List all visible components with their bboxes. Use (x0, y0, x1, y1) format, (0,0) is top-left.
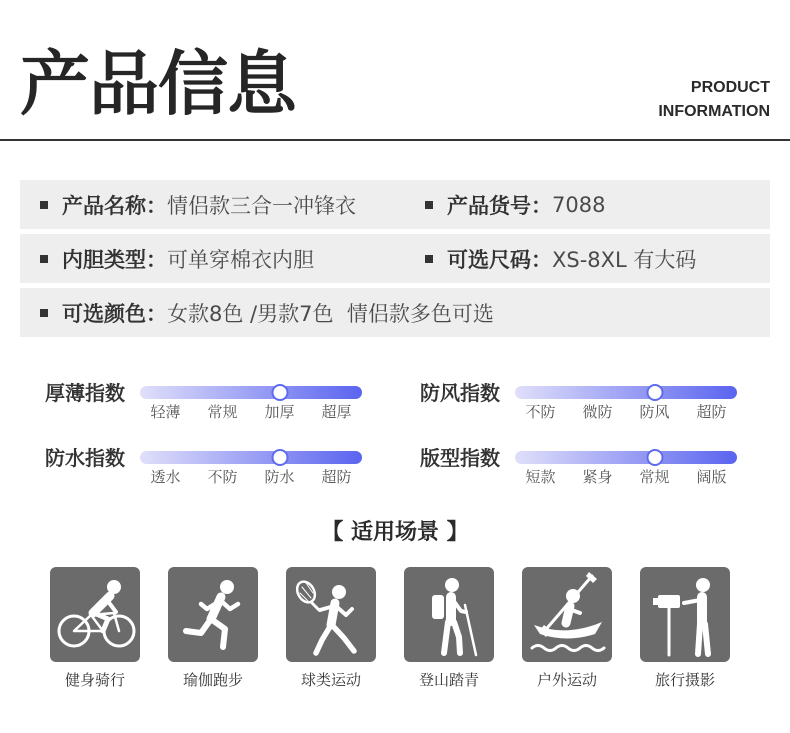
index-level: 常规 (639, 468, 670, 486)
index-marker (271, 384, 288, 401)
index-levels (137, 403, 365, 422)
index-levels (512, 468, 740, 487)
index-level: 短款 (525, 468, 556, 486)
scene-tile (522, 567, 612, 662)
product-info-table (20, 180, 770, 342)
info-row (20, 180, 770, 229)
index-title: 防风指数 (420, 381, 500, 405)
index-bar (515, 386, 737, 399)
thickness-index (45, 380, 375, 425)
index-scale (137, 445, 365, 490)
scene-item-cycling (50, 567, 140, 690)
scene-tile (168, 567, 258, 662)
header-divider (0, 139, 790, 141)
index-title: 厚薄指数 (45, 381, 125, 405)
info-value: 女款8色 /男款7色 情侣款多色可选 (167, 301, 494, 326)
bullet-square-icon (425, 201, 433, 209)
index-level: 不防 (525, 403, 556, 421)
cycling-icon (50, 567, 140, 662)
index-level: 轻薄 (150, 403, 181, 421)
info-label: 产品名称： (62, 193, 167, 218)
index-level: 加厚 (264, 403, 295, 421)
info-label: 可选尺码： (447, 247, 552, 272)
scene-item-running (168, 567, 258, 690)
scene-label: 登山踏青 (418, 671, 479, 689)
index-level: 阔版 (696, 468, 727, 486)
kayaking-icon (522, 567, 612, 662)
index-level: 紧身 (582, 468, 613, 486)
index-level: 防水 (264, 468, 295, 486)
index-level: 防风 (639, 403, 670, 421)
scenes-heading: 【 适用场景 】 (321, 520, 469, 545)
index-scale (512, 445, 740, 490)
scene-item-ball-sports (286, 567, 376, 690)
index-level: 超防 (696, 403, 727, 421)
page-title: 产品信息 (20, 43, 296, 125)
index-levels (137, 468, 365, 487)
ball-sports-icon (286, 567, 376, 662)
scenes-list (50, 567, 730, 690)
scene-label: 旅行摄影 (654, 671, 715, 689)
index-marker (271, 449, 288, 466)
scene-label: 健身骑行 (64, 671, 125, 689)
index-bar (140, 451, 362, 464)
bullet-square-icon (425, 255, 433, 263)
index-level: 超厚 (321, 403, 352, 421)
bullet-square-icon (40, 309, 48, 317)
scene-item-kayaking (522, 567, 612, 690)
info-item-lining-type (40, 244, 425, 274)
index-level: 微防 (582, 403, 613, 421)
index-level: 不防 (207, 468, 238, 486)
index-marker (646, 384, 663, 401)
running-icon (168, 567, 258, 662)
info-label: 内胆类型： (62, 247, 167, 272)
scene-item-hiking (404, 567, 494, 690)
scene-tile (50, 567, 140, 662)
index-title: 版型指数 (420, 446, 500, 470)
info-item-sizes (425, 244, 696, 274)
info-item-colors (40, 298, 494, 328)
index-scale (137, 380, 365, 425)
info-row (20, 234, 770, 283)
scene-label: 瑜伽跑步 (182, 671, 243, 689)
info-value: 情侣款三合一冲锋衣 (167, 193, 356, 218)
scene-label: 户外运动 (536, 671, 597, 689)
info-value: XS-8XL 有大码 (552, 247, 697, 272)
scene-tile (640, 567, 730, 662)
photography-icon (640, 567, 730, 662)
index-bar (515, 451, 737, 464)
info-value: 7088 (552, 192, 606, 217)
info-label: 产品货号： (447, 193, 552, 218)
english-subtitle-line-2: INFORMATION (658, 103, 770, 120)
info-item-product-code (425, 190, 605, 220)
scene-item-photography (640, 567, 730, 690)
index-level: 透水 (150, 468, 181, 486)
scene-label: 球类运动 (300, 671, 361, 689)
index-scale (512, 380, 740, 425)
index-level: 常规 (207, 403, 238, 421)
info-row (20, 288, 770, 337)
scene-tile (286, 567, 376, 662)
windproof-index (420, 380, 750, 425)
hiking-icon (404, 567, 494, 662)
bullet-square-icon (40, 201, 48, 209)
index-levels (512, 403, 740, 422)
fit-index (420, 445, 750, 490)
index-marker (646, 449, 663, 466)
english-subtitle-line-1: PRODUCT (690, 79, 770, 96)
info-item-product-name (40, 190, 425, 220)
info-value: 可单穿棉衣内胆 (167, 247, 314, 272)
bullet-square-icon (40, 255, 48, 263)
scene-tile (404, 567, 494, 662)
info-label: 可选颜色： (62, 301, 167, 326)
index-title: 防水指数 (45, 446, 125, 470)
index-level: 超防 (321, 468, 352, 486)
index-bar (140, 386, 362, 399)
waterproof-index (45, 445, 375, 490)
english-subtitle (658, 76, 770, 124)
